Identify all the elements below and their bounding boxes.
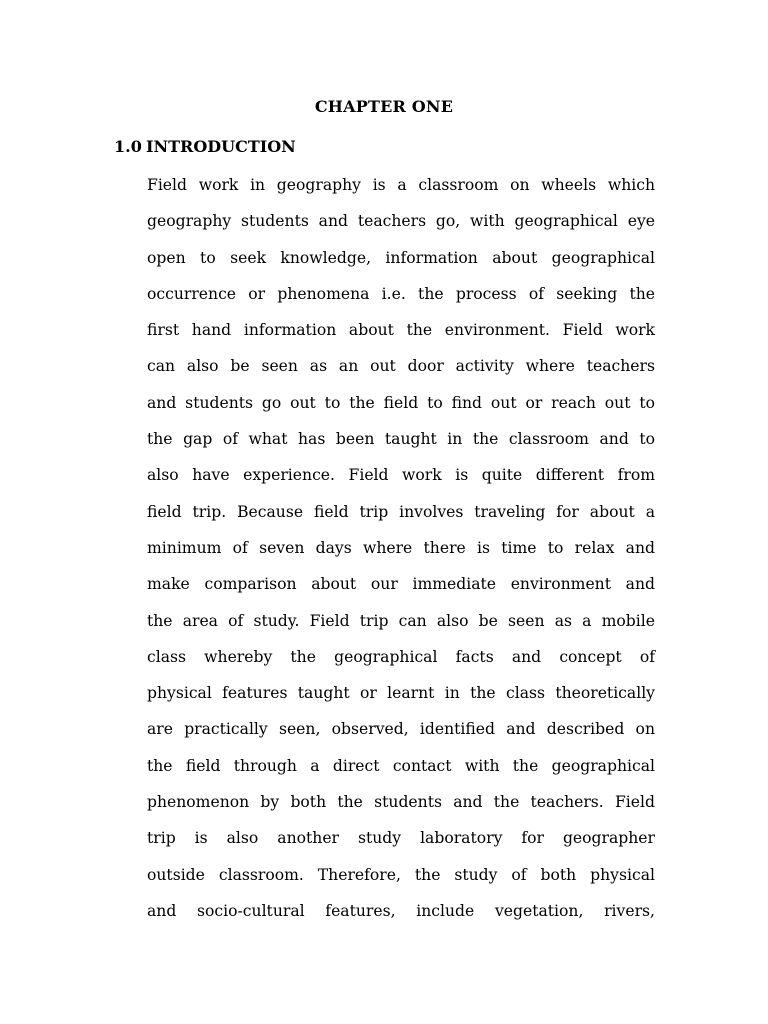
paragraph-line: first hand information about the environment. Field work — [147, 321, 655, 340]
paragraph-line: can also be seen as an out door activity where teachers — [147, 357, 655, 376]
paragraph-line: the field through a direct contact with the geographical — [147, 756, 655, 775]
paragraph-line: and students go out to the field to find out or reach out to — [147, 393, 655, 412]
paragraph-line: phenomenon by both the students and the teachers. Field — [147, 793, 655, 812]
paragraph-line: field trip. Because field trip involves traveling for about a — [147, 502, 655, 521]
paragraph-line: occurrence or phenomena i.e. the process of seeking the — [147, 284, 655, 303]
paragraph-line: also have experience. Field work is quite different from — [147, 466, 655, 485]
paragraph-line: Field work in geography is a classroom on wheels which — [147, 176, 655, 194]
paragraph-line: are practically seen, observed, identified and described on — [147, 720, 655, 739]
section-heading — [114, 137, 296, 157]
paragraph-line: trip is also another study laboratory for geographer — [147, 829, 655, 848]
section-number: 1.0 — [114, 137, 142, 156]
paragraph-line: make comparison about our immediate environment and — [147, 575, 655, 594]
section-title: INTRODUCTION — [146, 137, 296, 156]
paragraph-line: class whereby the geographical facts and concept of — [147, 647, 655, 666]
body-paragraph — [147, 167, 655, 929]
paragraph-line: physical features taught or learnt in the class theoretically — [147, 684, 655, 703]
paragraph-line: geography students and teachers go, with geographical eye — [147, 212, 655, 231]
paragraph-line: outside classroom. Therefore, the study of both physical — [147, 865, 655, 884]
paragraph-line: the area of study. Field trip can also be seen as a mobile — [147, 611, 655, 630]
paragraph-line: the gap of what has been taught in the classroom and to — [147, 430, 655, 449]
chapter-title: CHAPTER ONE — [314, 97, 454, 116]
paragraph-line: and socio-cultural features, include vegetation, rivers, — [147, 901, 655, 920]
paragraph-line: minimum of seven days where there is time to relax and — [147, 538, 655, 557]
paragraph-line: open to seek knowledge, information about geographical — [147, 248, 655, 267]
